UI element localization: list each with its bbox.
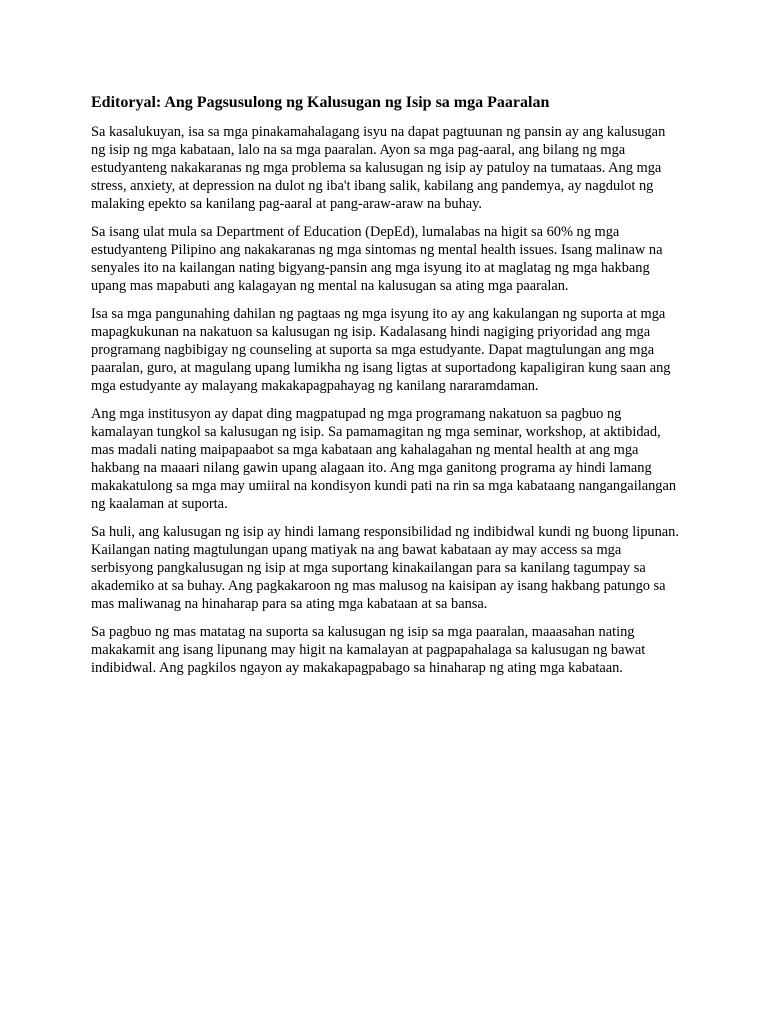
- editorial-content: [91, 93, 683, 687]
- paragraph-2: Sa isang ulat mula sa Department of Education (DepEd), lumalabas na higit sa 60% ng mga estudyanteng Pilipino ang nakakaranas ng mga sintomas ng mental health issues. Isang malinaw na senyales ito na kailangan nating bigyang-pansin ang mga isyung ito at maglatag ng mga hakbang upang mas mapabuti ang kalagayan ng mental na kalusugan sa ating mga paaralan.: [91, 224, 663, 294]
- paragraph-1: Sa kasalukuyan, isa sa mga pinakamahalagang isyu na dapat pagtuunan ng pansin ay ang kalusugan ng isip ng mga kabataan, lalo na sa mga paaralan. Ayon sa mga pag-aaral, ang bilang ng mga estudyanteng nakakaranas ng mga problema sa kalusugan ng isip ay patuloy na tumataas. Ang mga stress, anxiety, at depression na dulot ng iba't ibang salik, kabilang ang pandemya, ay nagdulot ng malaking epekto sa kanilang pag-aaral at pang-araw-araw na buhay.: [91, 124, 666, 212]
- paragraph-4: Ang mga institusyon ay dapat ding magpatupad ng mga programang nakatuon sa pagbuo ng kamalayan tungkol sa kalusugan ng isip. Sa pamamagitan ng mga seminar, workshop, at aktibidad, mas madali nating maipapaabot sa mga kabataan ang kahalagahan ng mental health at ang mga hakbang na maaari nilang gawin upang alagaan ito. Ang mga ganitong programa ay hindi lamang makakatulong sa mga may umiiral na kondisyon kundi pati na rin sa mga kabataang nangangailangan ng kaalaman at suporta.: [91, 406, 677, 512]
- editorial-title: Editoryal: Ang Pagsusulong ng Kalusugan ng Isip sa mga Paaralan: [91, 94, 550, 111]
- paragraph-5: Sa huli, ang kalusugan ng isip ay hindi lamang responsibilidad ng indibidwal kundi ng buong lipunan. Kailangan nating magtulungan upang matiyak na ang bawat kabataan ay may access sa mga serbisyong pangkalusugan ng isip at mga suportang kinakailangan para sa kanilang tagumpay sa akademiko at sa buhay. Ang pagkakaroon ng mas malusog na kaisipan ay isang hakbang patungo sa mas maliwanag na hinaharap para sa ating mga kabataan at sa bansa.: [91, 524, 679, 612]
- paragraph-6: Sa pagbuo ng mas matatag na suporta sa kalusugan ng isip sa mga paaralan, maaasahan nating makakamit ang isang lipunang may higit na kamalayan at pagpapahalaga sa kalusugan ng bawat indibidwal. Ang pagkilos ngayon ay makakapagpabago sa hinaharap ng ating mga kabataan.: [91, 624, 646, 676]
- paragraph-3: Isa sa mga pangunahing dahilan ng pagtaas ng mga isyung ito ay ang kakulangan ng suporta at mga mapagkukunan na nakatuon sa kalusugan ng isip. Kadalasang hindi nagiging priyoridad ang mga programang nagbibigay ng counseling at suporta sa mga estudyante. Dapat magtulungan ang mga paaralan, guro, at magulang upang lumikha ng isang ligtas at suportadong kapaligiran kung saan ang mga estudyante ay malayang makakapagpahayag ng kanilang nararamdaman.: [91, 306, 671, 394]
